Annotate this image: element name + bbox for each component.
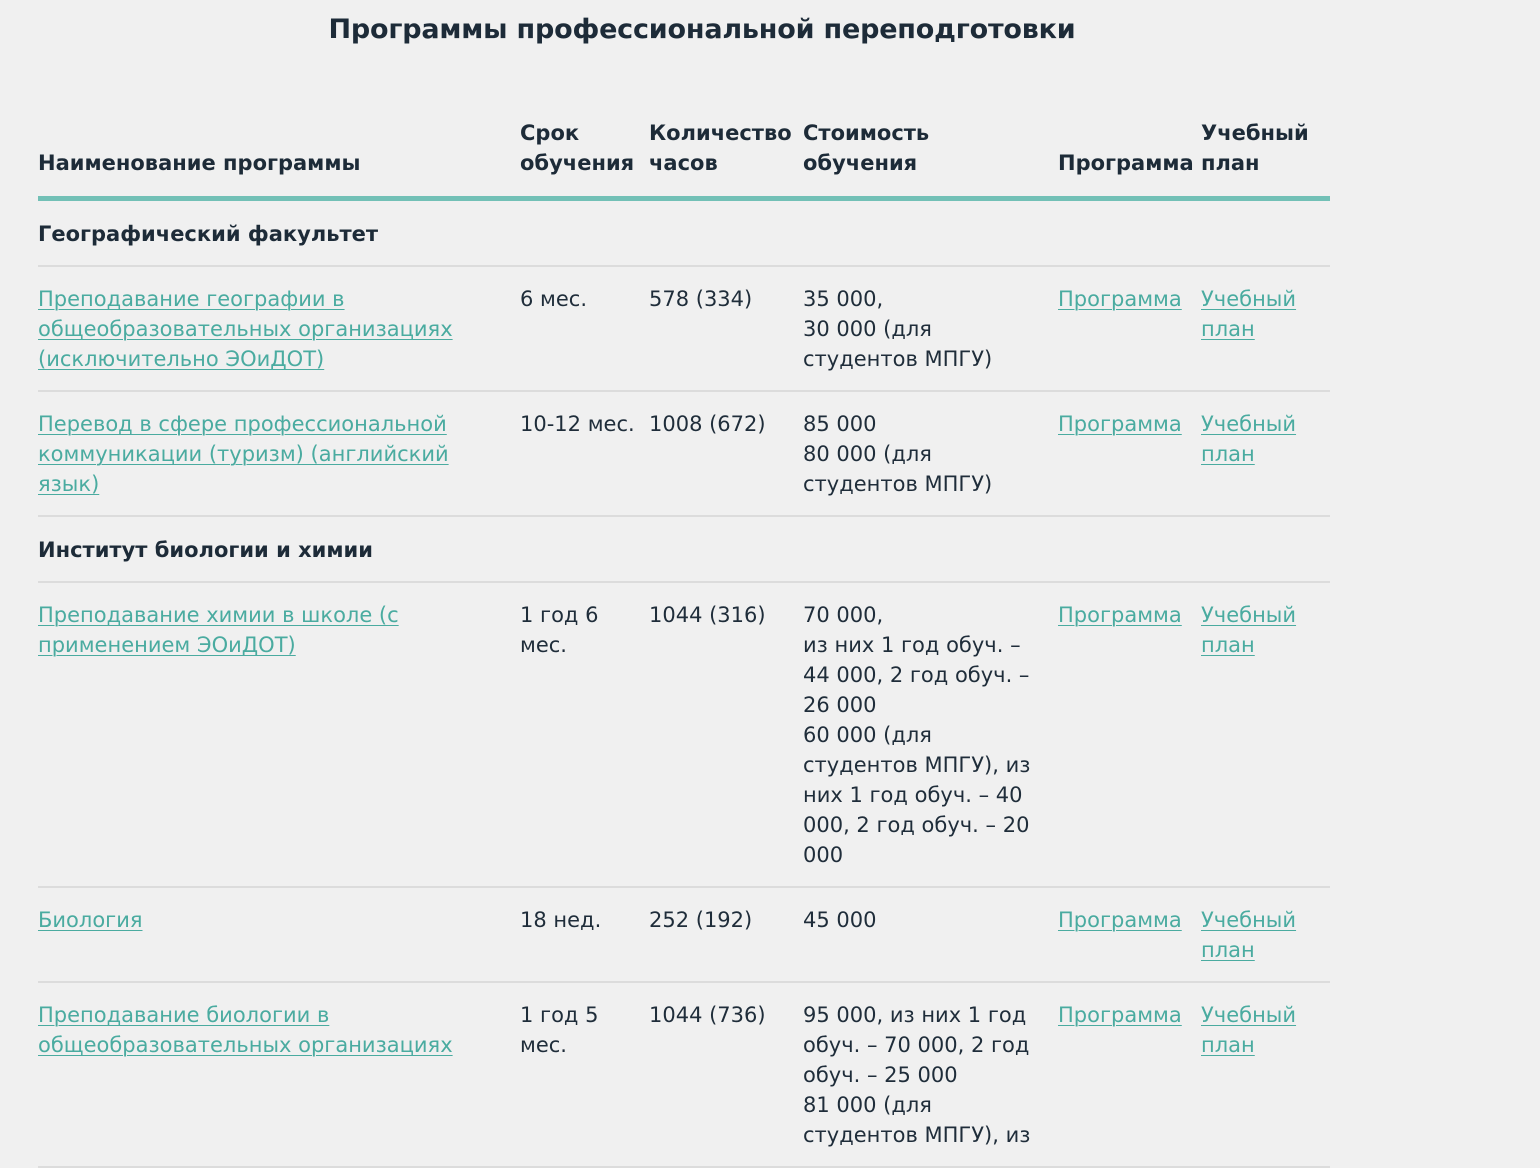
curriculum-link[interactable]: Учебный план [1201,603,1297,657]
hours-cell: 1044 (316) [649,582,803,887]
curriculum-link[interactable]: Учебный план [1201,287,1297,341]
column-header-program: Программа [1058,118,1201,199]
column-header-plan: Учебный план [1201,118,1330,199]
column-header-cost: Стоимость обучения [803,118,1058,199]
cost-cell [803,582,1058,887]
program-document-link[interactable]: Программа [1058,412,1182,436]
table-body [38,199,1330,1168]
plan-link-cell [1201,266,1330,391]
page-title: Программы профессиональной переподготовки [328,14,1076,45]
cost-line: 80 000 (для студентов МПГУ) [803,442,993,496]
cost-cell [803,982,1058,1167]
cost-line: 81 000 (для студентов МПГУ), из [803,1093,1031,1147]
cost-line: 30 000 (для студентов МПГУ) [803,317,993,371]
hours-cell: 1008 (672) [649,391,803,516]
plan-link-cell [1201,391,1330,516]
section-row [38,516,1330,582]
hours-cell: 252 (192) [649,887,803,982]
table-row [38,582,1330,887]
table-row [38,266,1330,391]
section-title: Институт биологии и химии [38,516,1330,582]
cost-line: из них 1 год обуч. – 44 000, 2 год обуч. – 26 000 [803,633,1030,717]
term-cell: 1 год 6 мес. [520,582,649,887]
program-link-cell [1058,982,1201,1167]
program-name-cell [38,266,520,391]
cost-line: 85 000 [803,412,877,436]
program-name-cell [38,982,520,1167]
plan-link-cell [1201,582,1330,887]
program-name-link[interactable]: Преподавание географии в общеобразовательных организациях (исключительно ЭОиДОТ) [38,287,453,371]
column-header-name: Наименование программы [38,118,520,199]
program-name-cell [38,582,520,887]
program-document-link[interactable]: Программа [1058,1003,1182,1027]
term-cell: 1 год 5 мес. [520,982,649,1167]
column-header-term: Срок обучения [520,118,649,199]
hours-cell: 578 (334) [649,266,803,391]
table-row [38,887,1330,982]
cost-cell [803,266,1058,391]
hours-cell: 1044 (736) [649,982,803,1167]
program-name-cell [38,887,520,982]
table-row [38,391,1330,516]
cost-cell [803,391,1058,516]
programs-table [38,118,1330,1168]
curriculum-link[interactable]: Учебный план [1201,1003,1297,1057]
cost-line: 45 000 [803,908,877,932]
cost-line: 70 000, [803,603,884,627]
cost-line: 35 000, [803,287,884,311]
program-name-link[interactable]: Преподавание химии в школе (с применением ЭОиДОТ) [38,603,399,657]
program-link-cell [1058,266,1201,391]
column-header-hours: Количество часов [649,118,803,199]
cost-cell [803,887,1058,982]
program-link-cell [1058,582,1201,887]
plan-link-cell [1201,887,1330,982]
program-name-link[interactable]: Перевод в сфере профессиональной коммуникации (туризм) (английский язык) [38,412,449,496]
term-cell: 18 нед. [520,887,649,982]
curriculum-link[interactable]: Учебный план [1201,908,1297,962]
term-cell: 6 мес. [520,266,649,391]
cost-line: 95 000, из них 1 год обуч. – 70 000, 2 год обуч. – 25 000 [803,1003,1030,1087]
program-document-link[interactable]: Программа [1058,603,1182,627]
program-document-link[interactable]: Программа [1058,287,1182,311]
section-row [38,199,1330,267]
table-row [38,982,1330,1167]
section-title: Географический факультет [38,199,1330,267]
table-header [38,118,1330,199]
cost-line: 60 000 (для студентов МПГУ), из них 1 год обуч. – 40 000, 2 год обуч. – 20 000 [803,723,1031,867]
program-link-cell [1058,391,1201,516]
program-link-cell [1058,887,1201,982]
curriculum-link[interactable]: Учебный план [1201,412,1297,466]
program-document-link[interactable]: Программа [1058,908,1182,932]
program-name-link[interactable]: Биология [38,908,143,932]
program-name-cell [38,391,520,516]
term-cell: 10-12 мес. [520,391,649,516]
plan-link-cell [1201,982,1330,1167]
program-name-link[interactable]: Преподавание биологии в общеобразовательных организациях [38,1003,453,1057]
